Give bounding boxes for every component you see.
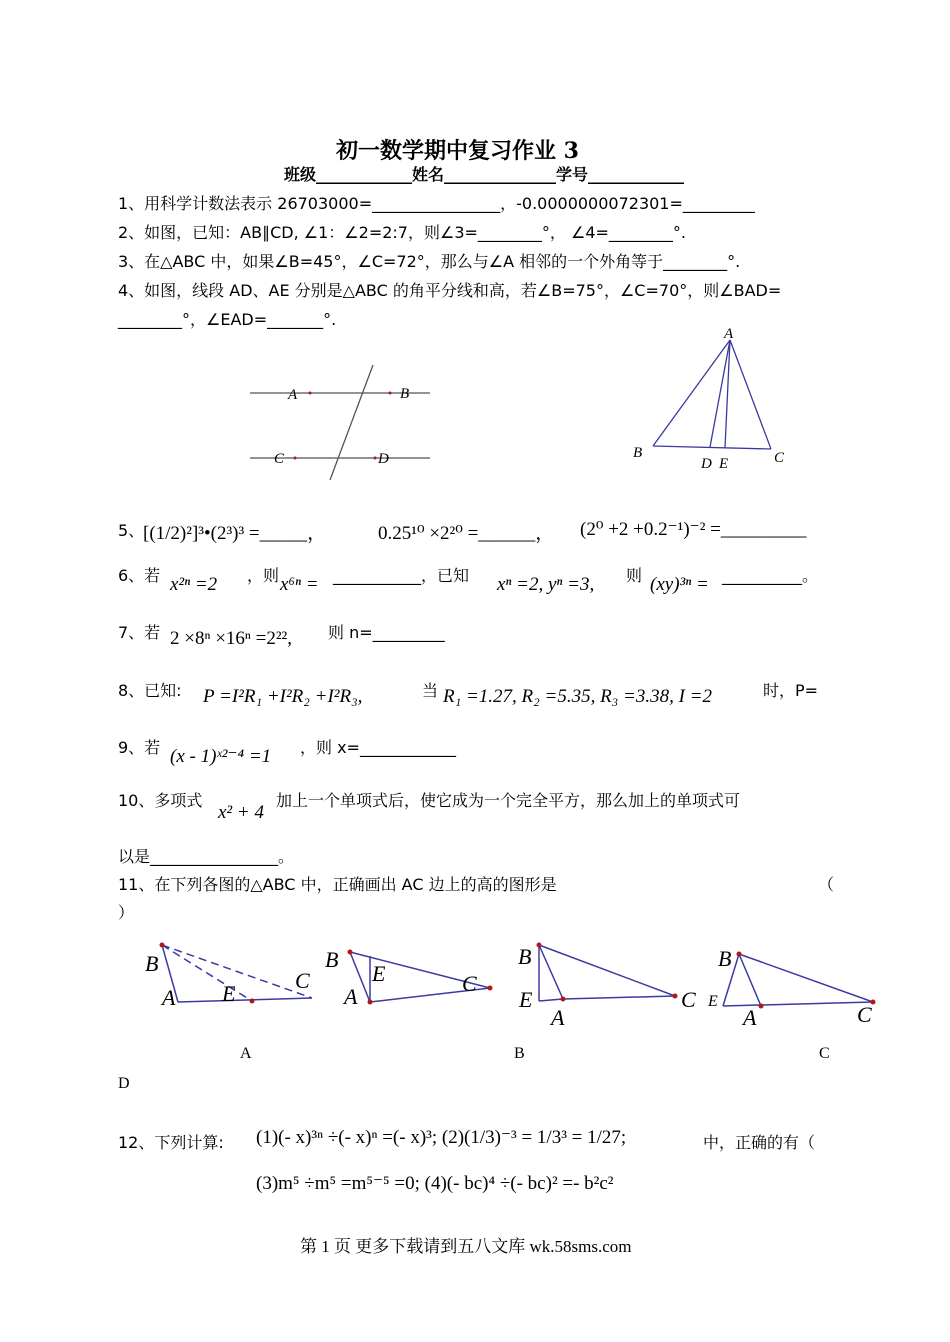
page-title: 初一数学期中复习作业 3 — [336, 138, 579, 164]
question-12-expr-2: (3)m⁵ ÷m⁵ =m⁵⁻⁵ =0; (4)(- bc)⁴ ÷(- bc)² =- b²c² — [256, 1173, 614, 1194]
question-9-prefix: 9、若 — [118, 738, 161, 757]
tri-label-c: C — [774, 450, 785, 466]
point-b — [389, 392, 392, 395]
label-d: D — [378, 451, 389, 467]
svg-text:C: C — [462, 971, 477, 996]
point-c — [294, 457, 297, 460]
question-7-suffix: 则 n=_________ — [328, 623, 445, 642]
parallel-lines-figure — [240, 355, 440, 490]
q11-figure-b — [322, 940, 497, 1015]
point-d — [374, 457, 377, 460]
question-6-expr-2: x⁶ⁿ = — [280, 574, 319, 595]
label-b: B — [400, 386, 410, 402]
question-6-prefix: 6、若 — [118, 566, 161, 585]
svg-text:E: E — [222, 981, 236, 1006]
svg-text:C: C — [857, 1002, 872, 1027]
question-11-paren-close: ） — [118, 903, 135, 922]
svg-text:B: B — [518, 944, 532, 969]
question-11: 11、在下列各图的△ABC 中，正确画出 AC 边上的高的图形是 — [118, 875, 557, 894]
question-12-expr-1: (1)(- x)³ⁿ ÷(- x)ⁿ =(- x)³; (2)(1/3)⁻³ = 1/3³ = 1/27; — [256, 1127, 627, 1148]
question-6-expr-3: xⁿ =2, yⁿ =3, — [497, 574, 595, 595]
question-8-prefix: 8、已知: — [118, 681, 182, 700]
question-11-paren-open: （ — [818, 875, 835, 894]
tri-label-a: A — [724, 326, 734, 342]
svg-text:A: A — [344, 984, 358, 1009]
svg-text:B: B — [718, 946, 732, 971]
question-7-prefix: 7、若 — [118, 623, 161, 642]
question-9-suffix: ，则 x=____________ — [300, 738, 456, 757]
question-5-expr-2: 0.25¹⁰ ×2²⁰ =______， — [378, 523, 555, 544]
option-c: C — [819, 1045, 830, 1062]
question-6-mid-2: 则 — [626, 566, 643, 585]
side-ab — [653, 340, 730, 446]
label-a: A — [288, 387, 298, 403]
transversal-line — [330, 365, 373, 480]
question-2: 2、如图，已知：AB∥CD, ∠1：∠2=2:7，则∠3=________°， ∠4=________°. — [118, 223, 687, 242]
triangle-abc-figure — [625, 320, 795, 475]
question-5-expr-1: [(1/2)²]³•(2³)³ =_____， — [143, 523, 327, 544]
q11-figure-c — [515, 937, 705, 1032]
svg-text:E: E — [708, 993, 718, 1010]
question-10-prefix: 10、多项式 — [118, 791, 203, 810]
question-4-line-2: ________°，∠EAD=_______°. — [118, 310, 337, 329]
svg-text:B: B — [145, 951, 159, 976]
question-3: 3、在△ABC 中，如果∠B=45°，∠C=72°，那么与∠A 相邻的一个外角等于________°. — [118, 252, 741, 271]
option-d: D — [118, 1075, 130, 1092]
question-4-line-1: 4、如图，线段 AD、AE 分别是△ABC 的角平分线和高，若∠B=75°，∠C=70°，则∠BAD= — [118, 281, 782, 300]
svg-text:E: E — [519, 987, 533, 1012]
svg-text:C: C — [295, 968, 310, 993]
question-10-expr: x² + 4 — [218, 802, 264, 823]
tri-label-b: B — [633, 445, 643, 461]
svg-text:B: B — [325, 947, 339, 972]
option-b: B — [514, 1045, 525, 1062]
question-9-expr: (x - 1)ˣ²⁻⁴ =1 — [170, 746, 272, 767]
svg-text:A: A — [743, 1005, 757, 1030]
tri-label-e: E — [719, 456, 729, 472]
question-6-blank-2: __________。 — [722, 566, 819, 585]
point-a — [309, 392, 312, 395]
svg-text:A: A — [551, 1005, 565, 1030]
question-7-expr: 2 ×8ⁿ ×16ⁿ =2²², — [170, 628, 293, 649]
question-10-suffix: 加上一个单项式后，使它成为一个完全平方，那么加上的单项式可 — [276, 791, 741, 810]
question-6-expr-1: x²ⁿ =2 — [170, 574, 218, 595]
svg-text:E: E — [372, 961, 386, 986]
question-12-suffix: 中，正确的有（ — [703, 1133, 816, 1152]
question-5-prefix: 5、 — [118, 521, 145, 540]
question-10-line-2: 以是________________。 — [118, 847, 295, 866]
q11-figure-a — [140, 935, 320, 1015]
question-6-blank-1: ___________，已知 — [333, 566, 470, 585]
side-bc — [653, 446, 771, 449]
q11-figure-d — [705, 940, 890, 1030]
header-info-line: 班级____________姓名______________学号____________ — [284, 165, 685, 184]
question-6-mid-1: ，则 — [247, 566, 280, 585]
question-8-expr-2: R₁ =1.27, R₂ =5.35, R₃ =3.38, I =2 — [443, 686, 712, 707]
svg-text:A: A — [162, 985, 176, 1010]
tri-label-d: D — [701, 456, 712, 472]
label-c: C — [274, 451, 285, 467]
side-ac — [730, 340, 771, 449]
question-5-expr-3: (2⁰ +2 +0.2⁻¹)⁻² =_________ — [580, 519, 807, 540]
page-footer: 第 1 页 更多下载请到五八文库 wk.58sms.com — [300, 1237, 632, 1256]
question-8-expr-1: P =I²R₁ +I²R₂ +I²R₃, — [203, 686, 363, 707]
question-6-expr-4: (xy)³ⁿ = — [650, 574, 709, 595]
question-8-mid: 当 — [422, 681, 439, 700]
question-1: 1、用科学计数法表示 26703000=________________，-0.0000000072301=_________ — [118, 194, 755, 213]
option-a: A — [240, 1045, 252, 1062]
question-8-suffix: 时，P= — [763, 681, 819, 700]
svg-text:C: C — [681, 987, 696, 1012]
question-12-prefix: 12、下列计算: — [118, 1133, 224, 1152]
